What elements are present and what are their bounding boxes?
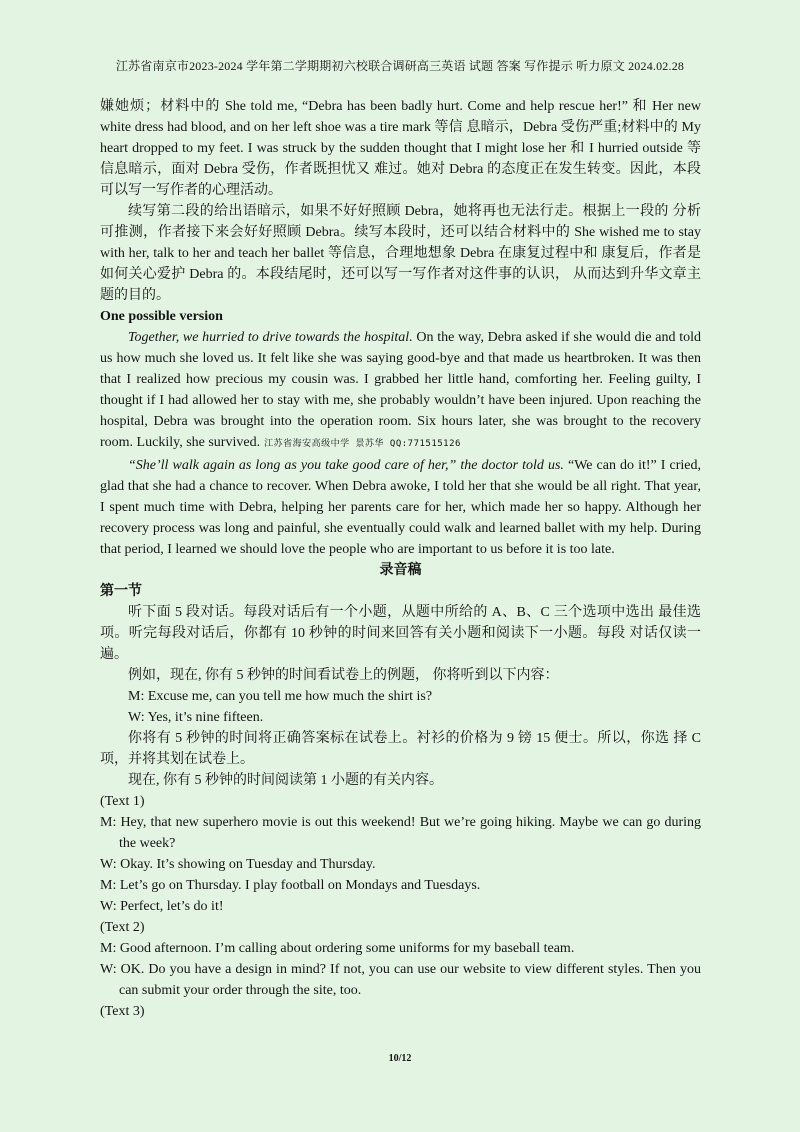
watermark-note: 江苏省海安高级中学 景苏华 QQ:771515126 — [264, 439, 461, 449]
version-heading: One possible version — [100, 309, 223, 324]
now-read-instruction: 现在, 你有 5 秒钟的时间阅读第 1 小题的有关内容。 — [128, 773, 443, 788]
text-1-label: (Text 1) — [100, 794, 145, 809]
given-opening-sentence-1: Together, we hurried to drive towards the hospital. — [128, 330, 413, 345]
writing-tip-paragraph-2: 续写第二段的给出语暗示，如果不好好照顾 Debra，她将再也无法行走。根据上一段的 分析可推测，作者接下来会好好照顾 Debra。续写本段时，还可以结合材料中的 She wished me to stay with her, talk to her and teach her ballet 等信息，合理地想象 Debra 在康复过程中和 康复后，作者是如何关心爱护 Debra 的。本段结尾时，还可以写一写作者对这件事的认识， 从而达到升华文章主题的目的。 — [100, 204, 701, 303]
text-2-label: (Text 2) — [100, 920, 145, 935]
essay-paragraph-2-body: “We can do it!” I cried, glad that she had a chance to recover. When Debra awoke, I told her that she would be all right. That year, I spent much time with Debra, helping her parents care for her, which made her so happy. Although her recovery process was long and painful, she eventually could walk and learned ballet with my help. During that period, I learned we should love the people who are important to us before it is too late. — [100, 458, 701, 557]
text-2-line-1: M: Good afternoon. I’m calling about ordering some uniforms for my baseball team. — [100, 941, 575, 956]
example-answer-note: 你将有 5 秒钟的时间将正确答案标在试卷上。衬衫的价格为 9 镑 15 便士。所以，你选 择 C 项，并将其划在试卷上。 — [100, 731, 701, 767]
text-2-line-2: W: OK. Do you have a design in mind? If not, you can use our website to view different styles. Then you can submit your order through the site, too. — [100, 962, 701, 998]
text-1-line-1: M: Hey, that new superhero movie is out this weekend! But we’re going hiking. Maybe we can go during the week? — [100, 815, 701, 851]
essay-paragraph-2 — [100, 455, 701, 560]
example-intro: 例如，现在, 你有 5 秒钟的时间看试卷上的例题， 你将听到以下内容： — [128, 668, 559, 683]
page-header: 江苏省南京市2023-2024 学年第二学期期初六校联合调研高三英语 试题 答案 写作提示 听力原文 2024.02.28 — [115, 59, 685, 73]
transcript-heading: 录音稿 — [379, 563, 422, 578]
section-heading: 第一节 — [100, 584, 142, 599]
page-number: 10/12 — [388, 1053, 412, 1064]
text-1-line-3: M: Let’s go on Thursday. I play football on Mondays and Tuesdays. — [100, 878, 481, 893]
example-line-w: W: Yes, it’s nine fifteen. — [128, 710, 264, 725]
page-content — [100, 96, 701, 1022]
text-1-line-4: W: Perfect, let’s do it! — [100, 899, 224, 914]
given-opening-sentence-2: “She’ll walk again as long as you take good care of her,” the doctor told us. — [128, 458, 564, 473]
essay-paragraph-1 — [100, 327, 701, 455]
text-1-line-2: W: Okay. It’s showing on Tuesday and Thursday. — [100, 857, 376, 872]
listening-instructions: 听下面 5 段对话。每段对话后有一个小题，从题中所给的 A、B、C 三个选项中选出 最佳选项。听完每段对话后，你都有 10 秒钟的时间来回答有关小题和阅读下一小题。每段 对话仅读一遍。 — [100, 605, 701, 662]
essay-paragraph-1-body: On the way, Debra asked if she would die and told us how much she loved us. It felt like she was saying good-bye and that made us heartbroken. It was then that I realized how precious my cousin was. I grabbed her little hand, comforting her. Feeling guilty, I thought if I had allowed her to stay with me, she probably wouldn’t have been injured. Upon reaching the hospital, Debra was brought into the operation room. Six hours later, she was brought to the recovery room. Luckily, she survived. — [100, 330, 702, 450]
text-3-label: (Text 3) — [100, 1004, 145, 1019]
writing-tip-paragraph-1: 嫌她烦；材料中的 She told me, “Debra has been badly hurt. Come and help rescue her!” 和 Her new white dress had blood, and on her left shoe was a tire mark 等信 息暗示，Debra 受伤严重;材料中的 My heart dropped to my feet. I was struck by the sudden thought that I might lose her 和 I hurried outside 等信息暗示，面对 Debra 受伤，作者既担忧又 难过。她对 Debra 的态度正在发生转变。因此，本段可以写一写作者的心理活动。 — [100, 99, 701, 198]
example-line-m: M: Excuse me, can you tell me how much the shirt is? — [128, 689, 433, 704]
